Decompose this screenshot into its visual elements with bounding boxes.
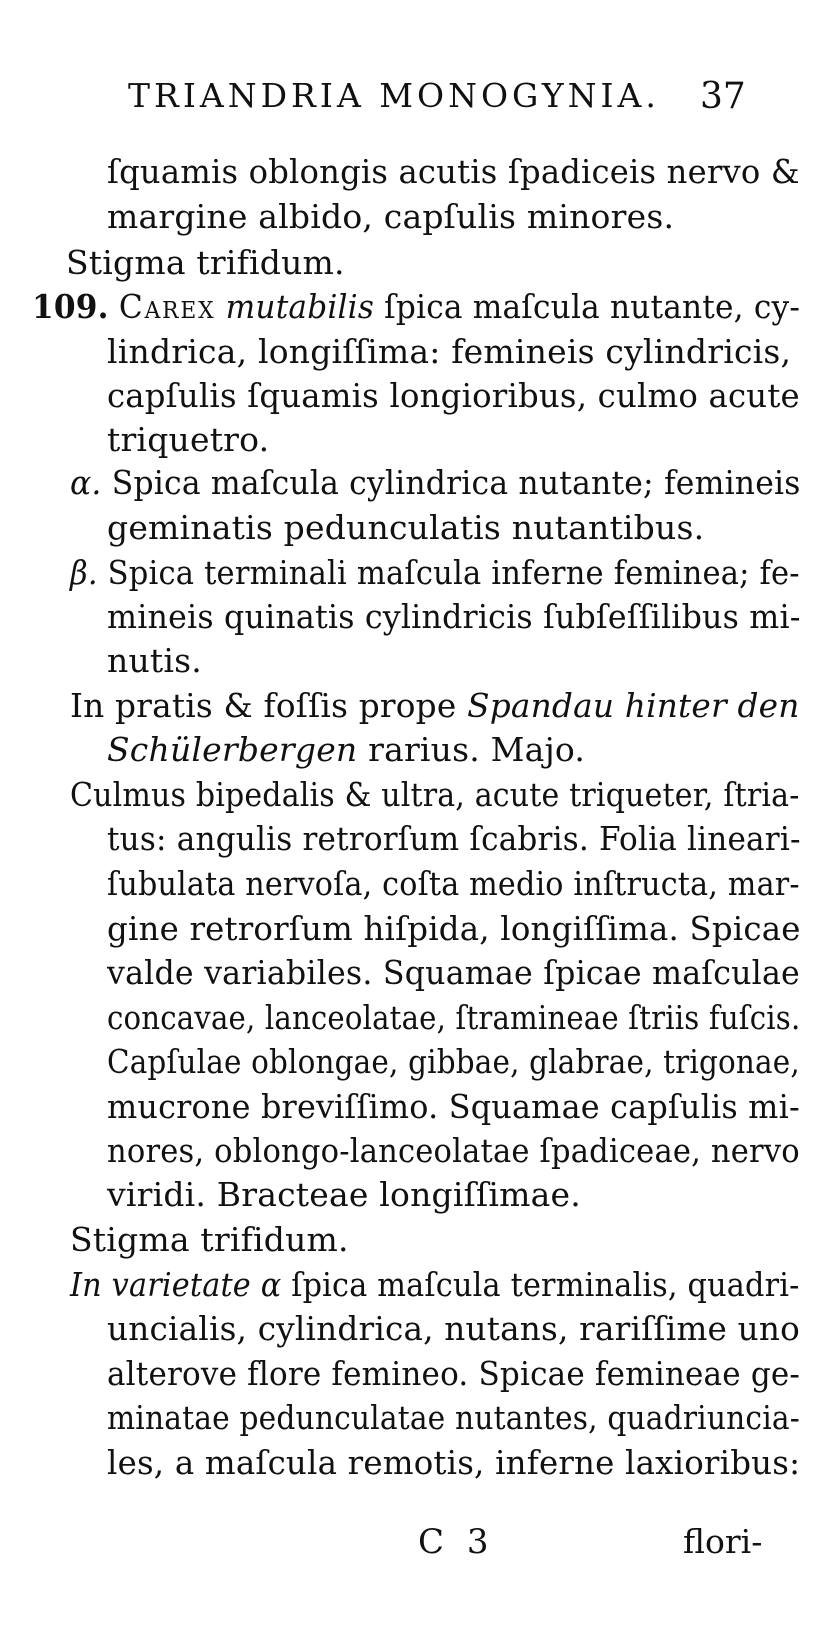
entry-109 xyxy=(32,287,800,327)
text-line: nores, oblongo-lanceolatae ſpadiceae, nervo xyxy=(107,1131,800,1170)
habitat-line xyxy=(70,686,800,726)
catchword: flori- xyxy=(683,1522,763,1561)
text-line: uncialis, cylindrica, nutans, rariſſime uno xyxy=(107,1309,800,1348)
page-number: 37 xyxy=(700,76,746,117)
text-segment: ſpica maſcula nutante, cy- xyxy=(384,287,801,326)
text-segment: Spica maſcula cylindrica nutante; femineis xyxy=(111,463,801,502)
text-segment: ſpica maſcula terminalis, quadri- xyxy=(291,1265,800,1304)
entry-number: 109. xyxy=(32,287,109,326)
text-line: lindrica, longiſſima: femineis cylindricis, xyxy=(107,332,792,371)
locality-name: Schülerbergen xyxy=(107,730,358,769)
running-title: TRIANDRIA MONOGYNIA. xyxy=(128,76,660,115)
text-segment: Spica terminali maſcula inferne feminea; fe- xyxy=(107,553,800,592)
text-line: mucrone breviſſimo. Squamae capſulis mi- xyxy=(107,1087,800,1126)
variety-marker: α. xyxy=(70,463,102,502)
genus-name: Carex xyxy=(118,287,216,326)
text-line: ſubulata nervoſa, coſta medio inſtructa, mar- xyxy=(107,864,800,903)
variety-alpha xyxy=(70,463,801,503)
text-segment-italic: In varietate α xyxy=(70,1265,282,1304)
text-line: nutis. xyxy=(107,641,202,680)
text-line: les, a maſcula remotis, inferne laxioribus: xyxy=(107,1443,801,1482)
text-line: ſquamis oblongis acutis ſpadiceis nervo & xyxy=(107,152,800,191)
text-line: Culmus bipedalis & ultra, acute triqueter, ſtria- xyxy=(70,775,800,814)
text-segment: In pratis & foſſis prope xyxy=(70,686,457,725)
text-line: Stigma trifidum. xyxy=(66,243,345,282)
text-line: viridi. Bracteae longiſſimae. xyxy=(107,1175,581,1214)
text-line: mineis quinatis cylindricis ſubſeſſilibus mi- xyxy=(107,597,801,636)
text-line: minatae pedunculatae nutantes, quadriuncia- xyxy=(107,1398,800,1437)
text-line: margine albido, capſulis minores. xyxy=(107,197,675,236)
text-line: gine retrorſum hiſpida, longiſſima. Spicae xyxy=(107,909,801,948)
text-line: tus: angulis retrorſum ſcabris. Folia lineari- xyxy=(107,819,801,858)
variety-description xyxy=(70,1265,800,1305)
signature-mark: C 3 xyxy=(418,1522,495,1562)
variety-marker: β. xyxy=(70,553,98,592)
habitat-line xyxy=(107,730,585,770)
text-line: capſulis ſquamis longioribus, culmo acute xyxy=(107,376,800,415)
text-line: alterove flore femineo. Spicae femineae ge- xyxy=(107,1354,801,1393)
text-line: Capſulae oblongae, gibbae, glabrae, trigonae, xyxy=(107,1042,800,1081)
text-line: geminatis pedunculatis nutantibus. xyxy=(107,508,705,547)
species-name: mutabilis xyxy=(225,287,375,326)
text-line: Stigma trifidum. xyxy=(70,1220,349,1259)
text-line: concavae, lanceolatae, ſtramineae ſtriis fuſcis. xyxy=(107,998,801,1037)
variety-beta xyxy=(70,553,800,593)
text-line: valde variabiles. Squamae ſpicae maſculae xyxy=(107,953,800,992)
text-line: triquetro. xyxy=(107,420,270,459)
locality-name: Spandau hinter den xyxy=(467,686,800,725)
text-segment: rarius. Majo. xyxy=(368,730,586,769)
